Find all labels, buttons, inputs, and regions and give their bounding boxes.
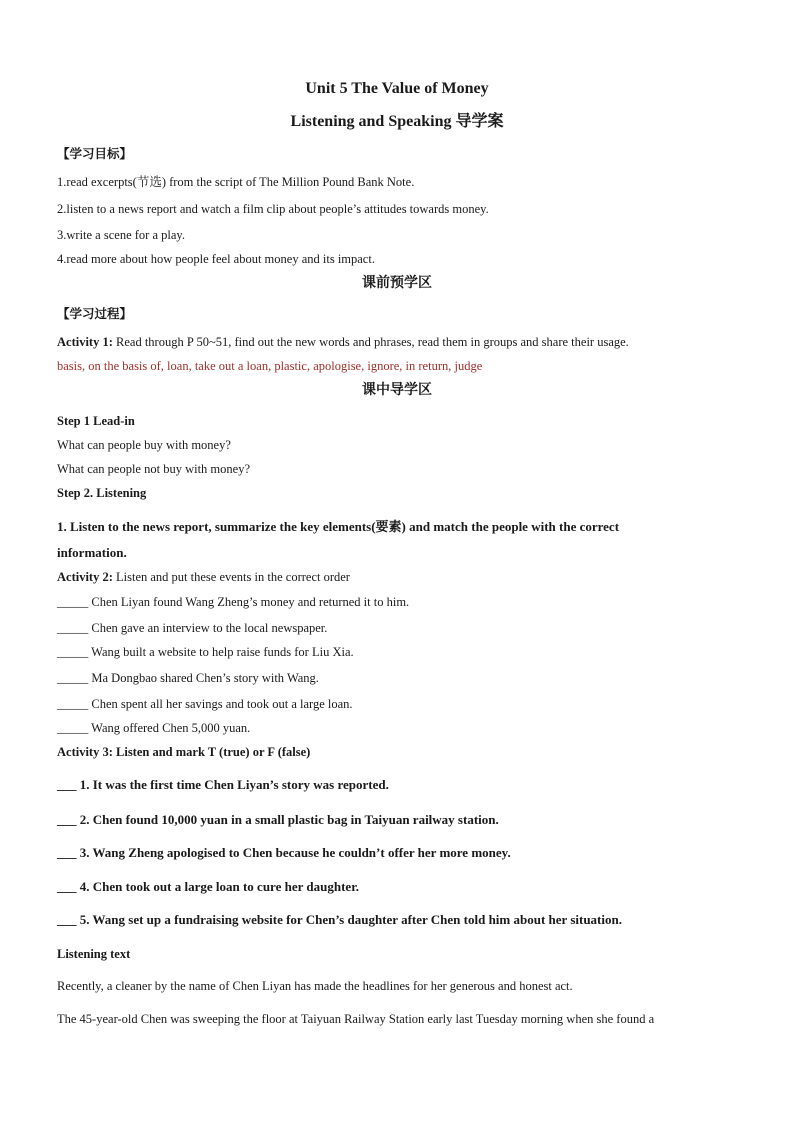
order-event: _____ Chen Liyan found Wang Zheng’s money and returned it to him. bbox=[57, 595, 410, 609]
activity-1 bbox=[57, 334, 629, 350]
pre-class-heading: 课前预学区 bbox=[362, 276, 432, 291]
lead-in-question: What can people buy with money? bbox=[57, 438, 231, 452]
activity-2 bbox=[57, 569, 350, 585]
order-event: _____ Wang offered Chen 5,000 yuan. bbox=[57, 721, 251, 735]
in-class-heading: 课中导学区 bbox=[362, 383, 432, 398]
order-event: _____ Wang built a website to help raise funds for Liu Xia. bbox=[57, 645, 354, 659]
true-false-item: ___ 3. Wang Zheng apologised to Chen because he couldn’t offer her more money. bbox=[57, 845, 511, 860]
true-false-item: ___ 1. It was the first time Chen Liyan’s story was reported. bbox=[57, 777, 389, 792]
activity-2-text: Listen and put these events in the correct order bbox=[112, 570, 350, 584]
activity-1-label: Activity 1: bbox=[57, 335, 113, 349]
task-1-line-1: 1. Listen to the news report, summarize the key elements(要素) and match the people with the correct bbox=[57, 519, 620, 534]
order-event: _____ Ma Dongbao shared Chen’s story with Wang. bbox=[57, 671, 319, 685]
activity-1-text: Read through P 50~51, find out the new words and phrases, read them in groups and share their usage. bbox=[112, 335, 629, 349]
order-event: _____ Chen gave an interview to the local newspaper. bbox=[57, 621, 328, 635]
document-subtitle: Listening and Speaking 导学案 bbox=[290, 113, 504, 130]
true-false-item: ___ 5. Wang set up a fundraising website for Chen’s daughter after Chen told him about her situation. bbox=[57, 912, 622, 927]
listening-text-heading: Listening text bbox=[57, 947, 131, 961]
step-1-heading: Step 1 Lead-in bbox=[57, 414, 135, 428]
objective-item: 1.read excerpts(节选) from the script of The Million Pound Bank Note. bbox=[57, 175, 415, 189]
listening-text-paragraph: The 45-year-old Chen was sweeping the floor at Taiyuan Railway Station early last Tuesday morning when she found a bbox=[57, 1012, 655, 1026]
listening-text-paragraph: Recently, a cleaner by the name of Chen Liyan has made the headlines for her generous and honest act. bbox=[57, 979, 573, 993]
objectives-heading: 【学习目标】 bbox=[57, 147, 133, 161]
step-2-heading: Step 2. Listening bbox=[57, 486, 147, 500]
true-false-item: ___ 4. Chen took out a large loan to cure her daughter. bbox=[57, 879, 360, 894]
true-false-item: ___ 2. Chen found 10,000 yuan in a small plastic bag in Taiyuan railway station. bbox=[57, 812, 499, 827]
objective-item: 2.listen to a news report and watch a film clip about people’s attitudes towards money. bbox=[57, 202, 489, 216]
activity-2-label: Activity 2: bbox=[57, 570, 113, 584]
activity-3-heading: Activity 3: Listen and mark T (true) or F (false) bbox=[57, 745, 311, 759]
document-title: Unit 5 The Value of Money bbox=[305, 80, 489, 97]
objective-item: 4.read more about how people feel about money and its impact. bbox=[57, 252, 375, 266]
objective-item: 3.write a scene for a play. bbox=[57, 228, 185, 242]
process-heading: 【学习过程】 bbox=[57, 307, 133, 321]
order-event: _____ Chen spent all her savings and took out a large loan. bbox=[57, 697, 353, 711]
lead-in-question: What can people not buy with money? bbox=[57, 462, 250, 476]
task-1-line-2: information. bbox=[57, 545, 127, 560]
vocabulary-list: basis, on the basis of, loan, take out a loan, plastic, apologise, ignore, in return, judge bbox=[57, 359, 483, 373]
